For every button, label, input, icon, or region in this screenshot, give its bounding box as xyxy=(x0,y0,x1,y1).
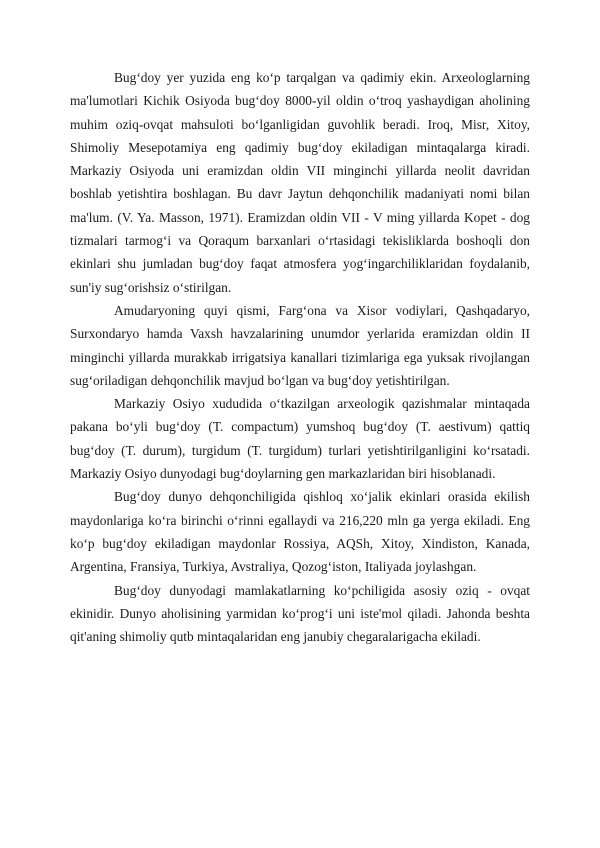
document-body xyxy=(70,66,530,648)
paragraph-4: Bug‘doy dunyo dehqonchiligida qishloq xo‘jalik ekinlari orasida ekilish maydonlariga ko‘ra birinchi o‘rinni egallaydi va 216,220 mln ga yerga ekiladi. Eng ko‘p bug‘doy ekiladigan maydonlar Rossiya, AQSh, Xitoy, Xindiston, Kanada, Argentina, Fransiya, Turkiya, Avstraliya, Qozog‘iston, Italiyada joylashgan. xyxy=(70,489,530,575)
paragraph-2: Amudaryoning quyi qismi, Farg‘ona va Xisor vodiylari, Qashqadaryo, Surxondaryo hamda Vaxsh havzalarining unumdor yerlarida eramizdan oldin II minginchi yillarda murakkab irrigatsiya kanallari tizimlariga ega yuksak rivojlangan sug‘oriladigan dehqonchilik mavjud bo‘lgan va bug‘doy yetishtirilgan. xyxy=(70,302,530,388)
paragraph-5: Bug‘doy dunyodagi mamlakatlarning ko‘pchiligida asosiy oziq - ovqat ekinidir. Dunyo aholisining yarmidan ko‘prog‘i uni iste'mol qiladi. Jahonda beshta qit'aning shimoliy qutb mintaqalaridan eng janubiy chegaralarigacha ekiladi. xyxy=(70,582,530,645)
paragraph-1: Bug‘doy yer yuzida eng ko‘p tarqalgan va qadimiy ekin. Arxeologlarning ma'lumotlari Kichik Osiyoda bug‘doy 8000-yil oldin o‘troq yashaydigan aholining muhim oziq-ovqat mahsuloti bo‘lganligidan guvohlik beradi. Iroq, Misr, Xitoy, Shimoliy Mesepotamiya eng qadimiy bug‘doy ekiladigan mintaqalarga kiradi. Markaziy Osiyoda uni eramizdan oldin VII minginchi yillarda neolit davridan boshlab yetishtira boshlagan. Bu davr Jaytun dehqonchilik madaniyati nomi bilan ma'lum. (V. Ya. Masson, 1971). Eramizdan oldin VII - V ming yillarda Kopet - dog tizmalari tarmog‘i va Qoraqum barxanlari o‘rtasidagi tekisliklarda boshoqli don ekinlari shu jumladan bug‘doy faqat atmosfera yog‘ingarchiliklaridan foydalanib, sun'iy sug‘orishsiz o‘stirilgan. xyxy=(70,70,530,295)
paragraph-3: Markaziy Osiyo xududida o‘tkazilgan arxeologik qazishmalar mintaqada pakana bo‘yli bug‘doy (T. compactum) yumshoq bug‘doy (T. aestivum) qattiq bug‘doy (T. durum), turgidum (T. turgidum) turlari yetishtirilganligini ko‘rsatadi. Markaziy Osiyo dunyodagi bug‘doylarning gen markazlaridan biri hisoblanadi. xyxy=(70,396,530,482)
